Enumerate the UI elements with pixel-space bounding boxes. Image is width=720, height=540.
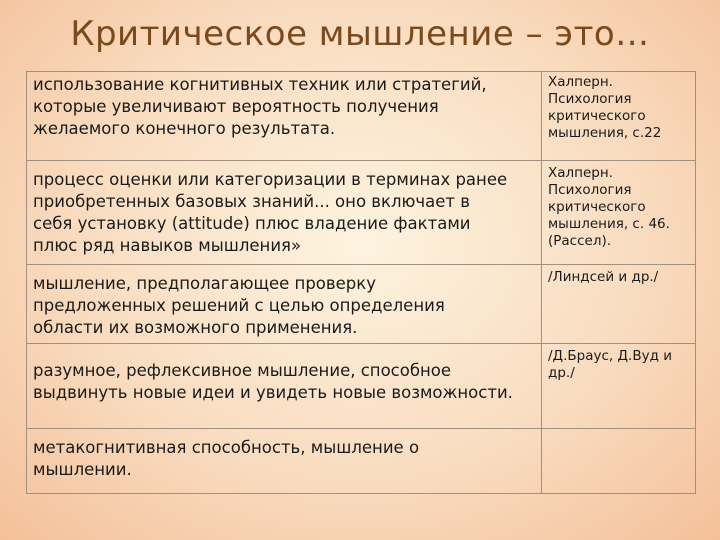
definition-line: мышление, предполагающее проверку <box>33 274 376 293</box>
source-line: Халперн. <box>548 74 613 90</box>
source-cell <box>542 344 696 429</box>
definition-cell <box>27 161 542 265</box>
table-row <box>27 161 696 265</box>
definition-line: процесс оценки или категоризации в терминах ранее <box>33 170 508 189</box>
source-line: (Рассел). <box>548 233 612 249</box>
source-line: Халперн. <box>548 165 613 181</box>
definition-line: приобретенных базовых знаний... оно включает в <box>33 192 471 211</box>
definition-cell <box>27 72 542 161</box>
definition-line: использование когнитивных техник или стратегий, <box>33 75 487 94</box>
source-line: /Д.Браус, Д.Вуд и <box>548 348 672 364</box>
source-cell <box>542 429 696 494</box>
source-line: критического <box>548 199 646 215</box>
table-row <box>27 265 696 344</box>
source-line: Психология <box>548 182 632 198</box>
definition-line: которые увеличивают вероятность получения <box>33 97 439 116</box>
definition-line: выдвинуть новые идеи и увидеть новые возможности. <box>33 383 513 402</box>
source-cell <box>542 265 696 344</box>
source-line: /Линдсей и др./ <box>548 269 659 285</box>
table-row <box>27 72 696 161</box>
slide-title: Критическое мышление – это… <box>70 14 650 54</box>
definition-line: мышлении. <box>33 460 132 479</box>
source-line: критического <box>548 108 646 124</box>
source-cell <box>542 72 696 161</box>
definition-line: предложенных решений с целью определения <box>33 296 445 315</box>
table-row <box>27 344 696 429</box>
table-row <box>27 429 696 494</box>
source-line: мышления, с.22 <box>548 125 662 141</box>
source-line: мышления, с. 46. <box>548 216 670 232</box>
definition-line: метакогнитивная способность, мышление о <box>33 438 420 457</box>
definition-line: себя установку (attitude) плюс владение фактами <box>33 214 471 233</box>
definition-cell <box>27 429 542 494</box>
definition-line: желаемого конечного результата. <box>33 119 336 138</box>
definition-line: плюс ряд навыков мышления» <box>33 236 302 255</box>
definition-cell <box>27 265 542 344</box>
definitions-table <box>26 71 696 494</box>
definition-line: разумное, рефлексивное мышление, способное <box>33 361 452 380</box>
definition-cell <box>27 344 542 429</box>
source-line: др./ <box>548 365 575 381</box>
source-line: Психология <box>548 91 632 107</box>
source-cell <box>542 161 696 265</box>
definition-line: области их возможного применения. <box>33 318 358 337</box>
